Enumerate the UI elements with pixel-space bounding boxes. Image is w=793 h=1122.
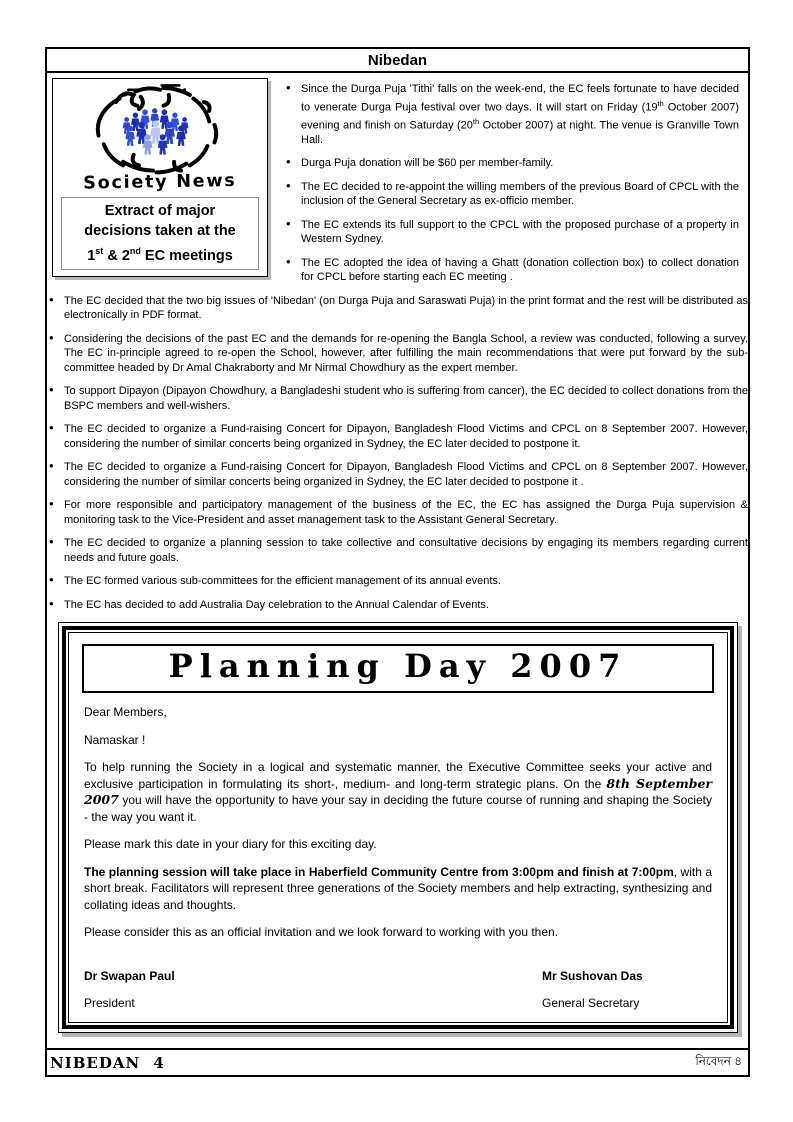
ec-decisions-main-list: [47, 294, 748, 613]
extract-box: [61, 197, 259, 270]
ec-decision-item: • For more responsible and participatory management of the business of the EC, the EC has assigned the Durga Puja supervision & monitoring task to the Vice-President and asset management task to the Assistant General Secretary.: [47, 498, 748, 527]
planning-day-frame: [58, 622, 738, 1033]
signature-row: [84, 969, 712, 1010]
page-title: Nibedan: [367, 51, 428, 69]
society-news-logo-box: [52, 78, 268, 277]
letter-paragraph: Namaskar !: [84, 732, 146, 747]
page-header: [47, 49, 748, 73]
ec-decision-item: • The EC extends its full support to the CPCL with the proposed purchase of a property in Western Sydney.: [284, 218, 739, 247]
ec-decision-item: • The EC adopted the idea of having a Ghatt (donation collection box) to collect donation for CPCL before starting each EC meeting .: [284, 256, 739, 285]
ec-decision-item: • The EC decided that the two big issues of 'Nibedan' (on Durga Puja and Saraswati Puja) in the print format and the rest will be distributed as electronically in PDF format.: [47, 294, 748, 323]
ec-decision-item: • The EC decided to organize a planning session to take collective and consultative decisions by engaging its members regarding current needs and future goals.: [47, 536, 748, 565]
ec-decision-item: • Considering the decisions of the past EC and the demands for re-opening the Bangla School, a review was conducted, following a survey. The EC in-principle agreed to re-open the School, however, after fulfilling the main recommendations that were put forward by the sub-committee headed by Dr Amal Chakraborty and Mr Nirmal Chowdhury as the expert member.: [47, 332, 748, 376]
logo-caption: Society News: [83, 170, 237, 194]
footer-title-english: NIBEDAN 4: [50, 1053, 165, 1072]
ec-decisions-top-list: [284, 82, 739, 285]
ec-decision-item: • To support Dipayon (Dipayon Chowdhury, a Bangladeshi student who is suffering from cancer), the EC decided to collect donations from the BSPC members and well-wishers.: [47, 384, 748, 413]
people-crowd-icon: [123, 108, 189, 155]
top-section: [47, 73, 748, 294]
signature-president: [84, 969, 175, 1010]
letter-paragraph: Dear Members,: [84, 705, 167, 720]
newsletter-page: [45, 47, 750, 1077]
extract-line: 1st & 2nd EC meetings: [87, 246, 233, 264]
ec-decision-item: • The EC decided to organize a Fund-raising Concert for Dipayon, Bangladesh Flood Victims and CPCL on 8 September 2007. However, considering the number of similar concerts being organized in Sydney, the EC later decided to postpone it.: [47, 422, 748, 451]
general-secretary-role: General Secretary: [542, 995, 640, 1010]
society-news-logo: [60, 81, 260, 195]
letter-paragraph: Please mark this date in your diary for this exciting day.: [84, 837, 377, 852]
planning-day-frame-mid: [62, 626, 734, 1029]
extract-line: decisions taken at the: [84, 223, 236, 240]
invitation-letter: [82, 704, 714, 941]
letter-paragraph: Please consider this as an official invitation and we look forward to working with you then.: [84, 925, 559, 940]
president-role: President: [84, 995, 135, 1010]
general-secretary-name: Mr Sushovan Das: [542, 968, 643, 983]
letter-paragraph: The planning session will take place in Haberfield Community Centre from 3:00pm and finish at 7:00pm, with a short break. Facilitators will represent three generations of the Society members and help extracting, synthesizing and collating ideas and thoughts.: [84, 864, 712, 912]
ec-decision-item: • The EC has decided to add Australia Day celebration to the Annual Calendar of Events.: [47, 598, 748, 613]
ec-decision-item: • Durga Puja donation will be $60 per member-family.: [284, 156, 739, 171]
ec-decision-item: • The EC decided to organize a Fund-raising Concert for Dipayon, Bangladesh Flood Victims and CPCL on 8 September 2007. However, considering the number of similar concerts being organized in Sydney, the EC later decided to postpone it .: [47, 460, 748, 489]
signature-general-secretary: [542, 969, 712, 1010]
president-name: Dr Swapan Paul: [84, 968, 175, 983]
planning-day-banner: Planning Day 2007: [82, 644, 714, 693]
page-footer: [47, 1048, 748, 1075]
extract-line: Extract of major: [104, 203, 216, 220]
planning-day-frame-inner: [68, 632, 728, 1023]
footer-title-bengali: নিবেদন ৪: [695, 1053, 742, 1068]
ec-decision-item: • The EC decided to re-appoint the willing members of the previous Board of CPCL with the inclusion of the General Secretary as ex-officio member.: [284, 180, 739, 209]
ec-decision-item: • The EC formed various sub-committees for the efficient management of its annual events.: [47, 574, 748, 589]
ec-decision-item: • Since the Durga Puja 'Tithi' falls on the week-end, the EC feels fortunate to have decided to venerate Durga Puja festival over two days. It will start on Friday (19th October 2007) evening and finish on Saturday (20th October 2007) at night. The venue is Granville Town Hall.: [284, 82, 739, 147]
letter-paragraph: To help running the Society in a logical and systematic manner, the Executive Committee seeks your active and exclusive participation in formulating its short-, medium- and long-term strategic plans. On the 8th September 2007 you will have the opportunity to have your say in deciding the future course of running and shaping the Society - the way you want it.: [84, 760, 712, 824]
ec-decisions-column: [268, 73, 748, 294]
